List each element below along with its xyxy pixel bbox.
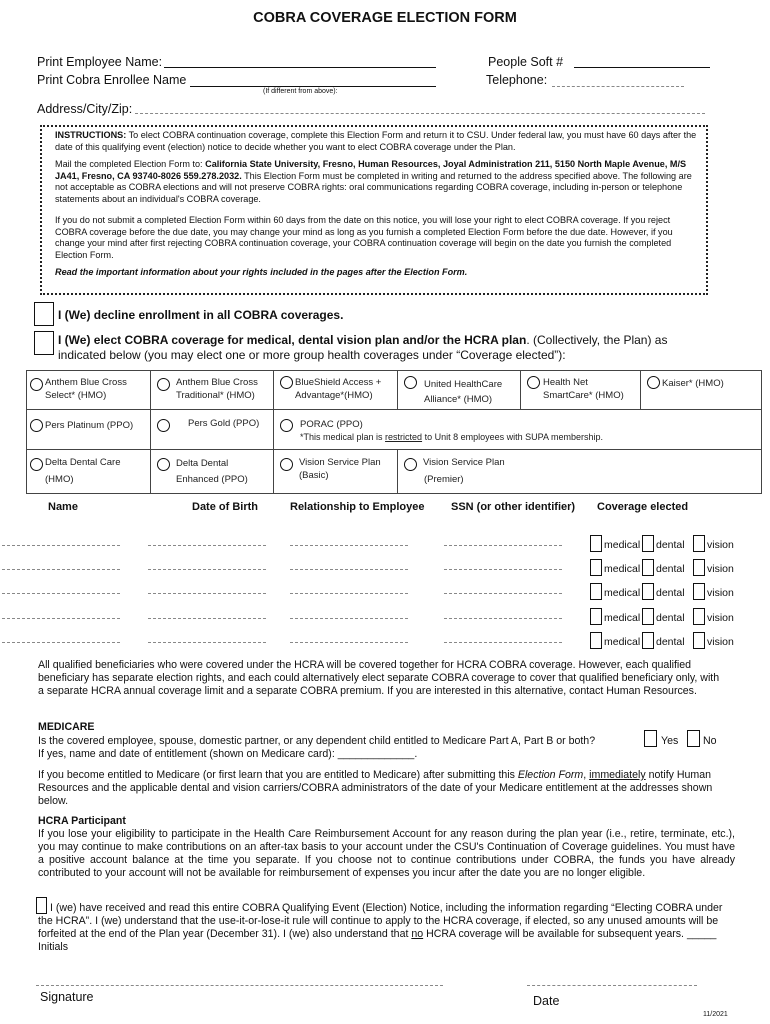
plan-pers-gold: Pers Gold (PPO): [188, 418, 260, 429]
dependent-field[interactable]: [148, 593, 266, 594]
col-header-relationship: Relationship to Employee: [290, 501, 425, 513]
dependent-field[interactable]: [290, 642, 408, 643]
if-different-note: (If different from above):: [263, 88, 338, 95]
radio-healthnet[interactable]: [527, 376, 540, 389]
radio-delta-enhanced[interactable]: [157, 458, 170, 471]
porac-note-underline: restricted: [385, 432, 423, 442]
hcra-participant-text: If you lose your eligibility to participate in the Health Care Reimbursement Account for any reason during the plan year (i.e., retire, terminate, etc.), you may continue to make contributions on an after-tax basis to your account under the CSU's Continuation of Coverage guidelines. You must have a positive account balance at the time you separate. If you choose not to continue contributions under COBRA, the funds you have already contributed to your account will not be available for reimbursement of expenses you incur after the date you are no longer eligible.: [38, 828, 735, 879]
radio-anthem-select[interactable]: [30, 378, 43, 391]
instructions-text-1: To elect COBRA continuation coverage, complete this Election Form and return it to CSU. Under federal law, you must have 60 days after the date of this qualifying event (election) notice to decide whether you want to elect COBRA coverage under the Plan.: [55, 130, 697, 152]
coverage-option-label: vision: [707, 636, 734, 648]
medicare-heading: MEDICARE: [38, 721, 95, 733]
radio-kaiser[interactable]: [647, 376, 660, 389]
elect-label-rest: . (Collectively, the Plan) as indicated below (you may elect one or more group health coverages under “Coverage elected”):: [58, 333, 668, 362]
col-header-name: Name: [48, 501, 78, 513]
coverage-dental-checkbox[interactable]: [642, 583, 654, 600]
decline-checkbox[interactable]: [34, 302, 54, 326]
telephone-field[interactable]: [552, 86, 684, 87]
medicare-no-checkbox[interactable]: [687, 730, 700, 747]
coverage-medical-checkbox[interactable]: [590, 608, 602, 625]
medicare-notice-underline: immediately: [589, 769, 646, 781]
porac-note-pre: *This medical plan is: [300, 432, 386, 442]
coverage-option-label: dental: [656, 587, 685, 599]
medicare-yes-checkbox[interactable]: [644, 730, 657, 747]
employee-name-field[interactable]: [164, 67, 436, 68]
coverage-option-label: medical: [604, 587, 641, 599]
mail-suffix: This Election Form must be completed in writing and returned to the address specified above. The following are not acceptable as COBRA elections and will not preserve COBRA rights: oral communications regarding COBRA coverage, including in-person or telephone statements about an individual's COBRA coverage.: [55, 170, 692, 204]
plan-blueshield: BlueShield Access + Advantage*(HMO): [295, 377, 382, 401]
elect-checkbox[interactable]: [34, 331, 54, 355]
plan-delta-care-1: Delta Dental Care: [45, 457, 121, 468]
elect-label-bold: I (We) elect COBRA coverage for medical, dental vision plan and/or the HCRA plan: [58, 333, 527, 347]
plan-grid-line: [26, 449, 762, 450]
col-header-coverage: Coverage elected: [597, 501, 689, 513]
plan-united: United HealthCare Alliance* (HMO): [424, 379, 503, 405]
plan-anthem-select: Anthem Blue Cross Select* (HMO): [45, 377, 127, 401]
enrollee-name-label: Print Cobra Enrollee Name: [37, 73, 187, 87]
medicare-notice-3: notify Human Resources and the applicable dental and vision carriers/COBRA administrators of the date of your Medicare entitlement at the addresses shown below.: [38, 769, 713, 807]
medicare-no-label: No: [703, 735, 717, 747]
coverage-vision-checkbox[interactable]: [693, 608, 705, 625]
plan-grid-line: [397, 370, 398, 409]
coverage-option-label: dental: [656, 636, 685, 648]
date-label: Date: [533, 994, 560, 1008]
radio-pers-platinum[interactable]: [30, 419, 43, 432]
dependent-field[interactable]: [2, 569, 120, 570]
medicare-notice: [38, 769, 720, 808]
plan-grid-line: [520, 370, 521, 409]
radio-vision-premier[interactable]: [404, 458, 417, 471]
medicare-if-yes: If yes, name and date of entitlement (shown on Medicare card): _____________.: [38, 748, 418, 760]
coverage-dental-checkbox[interactable]: [642, 535, 654, 552]
coverage-medical-checkbox[interactable]: [590, 632, 602, 649]
coverage-option-label: medical: [604, 539, 641, 551]
plan-healthnet: Health Net SmartCare* (HMO): [543, 377, 624, 401]
dependent-field[interactable]: [2, 618, 120, 619]
dependent-field[interactable]: [148, 642, 266, 643]
instructions-para-1: [55, 130, 700, 153]
plan-grid-line: [273, 370, 274, 494]
telephone-label: Telephone:: [486, 73, 548, 87]
plan-grid-line: [640, 370, 641, 409]
coverage-option-label: dental: [656, 563, 685, 575]
radio-anthem-traditional[interactable]: [157, 378, 170, 391]
instructions-box: [40, 125, 708, 295]
dependent-field[interactable]: [2, 593, 120, 594]
acknowledge-underline: no: [411, 928, 424, 940]
peoplesoft-field[interactable]: [574, 67, 710, 68]
col-header-dob: Date of Birth: [192, 501, 258, 513]
coverage-medical-checkbox[interactable]: [590, 583, 602, 600]
plan-vision-basic-1: Vision Service Plan: [299, 457, 381, 468]
peoplesoft-label: People Soft #: [488, 55, 564, 69]
medicare-notice-2: ,: [583, 769, 590, 781]
mail-address: California State University, Fresno, Human Resources, Joyal Administration 211, 5150 North Maple Avenue, M/S JA41, Fresno, CA 93740-8026 559.278.2032.: [55, 159, 687, 181]
instructions-heading: INSTRUCTIONS:: [55, 130, 127, 140]
address-field[interactable]: [135, 113, 705, 114]
medicare-notice-italic: Election Form: [517, 769, 584, 781]
hcra-participant-heading: HCRA Participant: [38, 815, 126, 827]
coverage-dental-checkbox[interactable]: [642, 559, 654, 576]
dependent-field[interactable]: [148, 618, 266, 619]
plan-anthem-traditional: Anthem Blue Cross Traditional* (HMO): [176, 377, 258, 401]
coverage-vision-checkbox[interactable]: [693, 535, 705, 552]
instructions-para-3: If you do not submit a completed Election Form within 60 days from the date on this notice, you will lose your right to elect COBRA coverage. If you reject COBRA coverage before the due date, you may change your mind as long as you furnish a completed Election Form before the due date. However, if you change your mind after first rejecting COBRA continuation coverage, your COBRA continuation coverage will begin on the date you furnish the completed Election Form.: [55, 215, 673, 260]
dependent-field[interactable]: [290, 618, 408, 619]
coverage-option-label: medical: [604, 612, 641, 624]
coverage-option-label: dental: [656, 539, 685, 551]
dependent-field[interactable]: [290, 569, 408, 570]
medicare-notice-1: If you become entitled to Medicare (or first learn that you are entitled to Medicare) after submitting this: [38, 769, 518, 781]
plan-pers-platinum: Pers Platinum (PPO): [45, 420, 134, 431]
coverage-vision-checkbox[interactable]: [693, 583, 705, 600]
coverage-dental-checkbox[interactable]: [642, 608, 654, 625]
plan-delta-enhanced-1: Delta Dental: [176, 458, 229, 469]
signature-line[interactable]: [36, 985, 443, 986]
medicare-yes-label: Yes: [661, 735, 679, 747]
plan-grid-line: [150, 370, 151, 494]
plan-vision-premier-2: (Premier): [424, 474, 464, 485]
radio-pers-gold[interactable]: [157, 419, 170, 432]
form-title: COBRA COVERAGE ELECTION FORM: [253, 10, 517, 26]
coverage-dental-checkbox[interactable]: [642, 632, 654, 649]
acknowledge-text: [38, 902, 735, 954]
radio-porac[interactable]: [280, 419, 293, 432]
instructions-para-2: [55, 159, 700, 205]
coverage-medical-checkbox[interactable]: [590, 535, 602, 552]
plan-grid-line: [26, 409, 762, 410]
radio-united[interactable]: [404, 376, 417, 389]
dependent-field[interactable]: [148, 545, 266, 546]
coverage-option-label: vision: [707, 612, 734, 624]
dependent-field[interactable]: [444, 618, 562, 619]
date-line[interactable]: [527, 985, 697, 986]
porac-note-post: to Unit 8 employees with SUPA membership.: [422, 432, 603, 442]
dependent-field[interactable]: [148, 569, 266, 570]
radio-delta-care[interactable]: [30, 458, 43, 471]
employee-name-label: Print Employee Name:: [37, 55, 163, 69]
decline-label: I (We) decline enrollment in all COBRA coverages.: [58, 308, 344, 322]
coverage-vision-checkbox[interactable]: [693, 632, 705, 649]
medicare-question: Is the covered employee, spouse, domestic partner, or any dependent child entitled to Medicare Part A, Part B or both?: [38, 735, 596, 747]
radio-vision-basic[interactable]: [280, 458, 293, 471]
plan-kaiser: Kaiser* (HMO): [662, 378, 724, 389]
coverage-option-label: vision: [707, 563, 734, 575]
dependent-field[interactable]: [444, 593, 562, 594]
coverage-vision-checkbox[interactable]: [693, 559, 705, 576]
instructions-para-4: Read the important information about your rights included in the pages after the Election Form.: [55, 267, 468, 277]
dependent-field[interactable]: [290, 545, 408, 546]
dependent-field[interactable]: [444, 642, 562, 643]
enrollee-name-field[interactable]: [190, 86, 436, 87]
dependent-field[interactable]: [290, 593, 408, 594]
acknowledge-text-2: HCRA coverage will be available for subsequent years. _____ Initials: [38, 928, 717, 953]
dependent-field[interactable]: [2, 642, 120, 643]
plan-vision-premier-1: Vision Service Plan: [423, 457, 505, 468]
plan-grid-line: [397, 449, 398, 494]
plan-delta-enhanced-2: Enhanced (PPO): [176, 474, 248, 485]
mail-prefix: Mail the completed Election Form to:: [55, 159, 203, 169]
hcra-text: All qualified beneficiaries who were covered under the HCRA will be covered together for HCRA COBRA coverage. However, each qualified beneficiary has separate election rights, and each could alternatively elect separate COBRA coverage to cover that qualified beneficiary only, with a separate HCRA annual coverage limit and a separate COBRA premium. If you are interested in this alternative, contact Human Resources.: [38, 659, 720, 697]
coverage-option-label: vision: [707, 539, 734, 551]
dependent-field[interactable]: [444, 545, 562, 546]
dependent-field[interactable]: [444, 569, 562, 570]
plan-delta-care-2: (HMO): [45, 474, 74, 485]
coverage-medical-checkbox[interactable]: [590, 559, 602, 576]
coverage-option-label: vision: [707, 587, 734, 599]
acknowledge-text-1: I (we) have received and read this entire COBRA Qualifying Event (Election) Notice, including the information regarding “Electing COBRA under the HCRA”. I (we) understand that the use-it-or-lose-it rule will continue to apply to the HCRA coverage, if elected, so any unused amounts will be forfeited at the end of the Plan year (December 31). I (we) also understand that: [38, 902, 723, 940]
coverage-option-label: dental: [656, 612, 685, 624]
elect-label: [58, 333, 718, 362]
porac-note: [300, 431, 740, 444]
coverage-option-label: medical: [604, 636, 641, 648]
signature-label: Signature: [40, 990, 94, 1004]
coverage-option-label: medical: [604, 563, 641, 575]
plan-vision-basic-2: (Basic): [299, 470, 329, 481]
col-header-ssn: SSN (or other identifier): [451, 501, 576, 513]
address-label: Address/City/Zip:: [37, 102, 133, 116]
dependent-field[interactable]: [2, 545, 120, 546]
plan-porac: PORAC (PPO): [300, 419, 363, 430]
radio-blueshield[interactable]: [280, 376, 293, 389]
revision-date: 11/2021: [703, 1011, 728, 1018]
